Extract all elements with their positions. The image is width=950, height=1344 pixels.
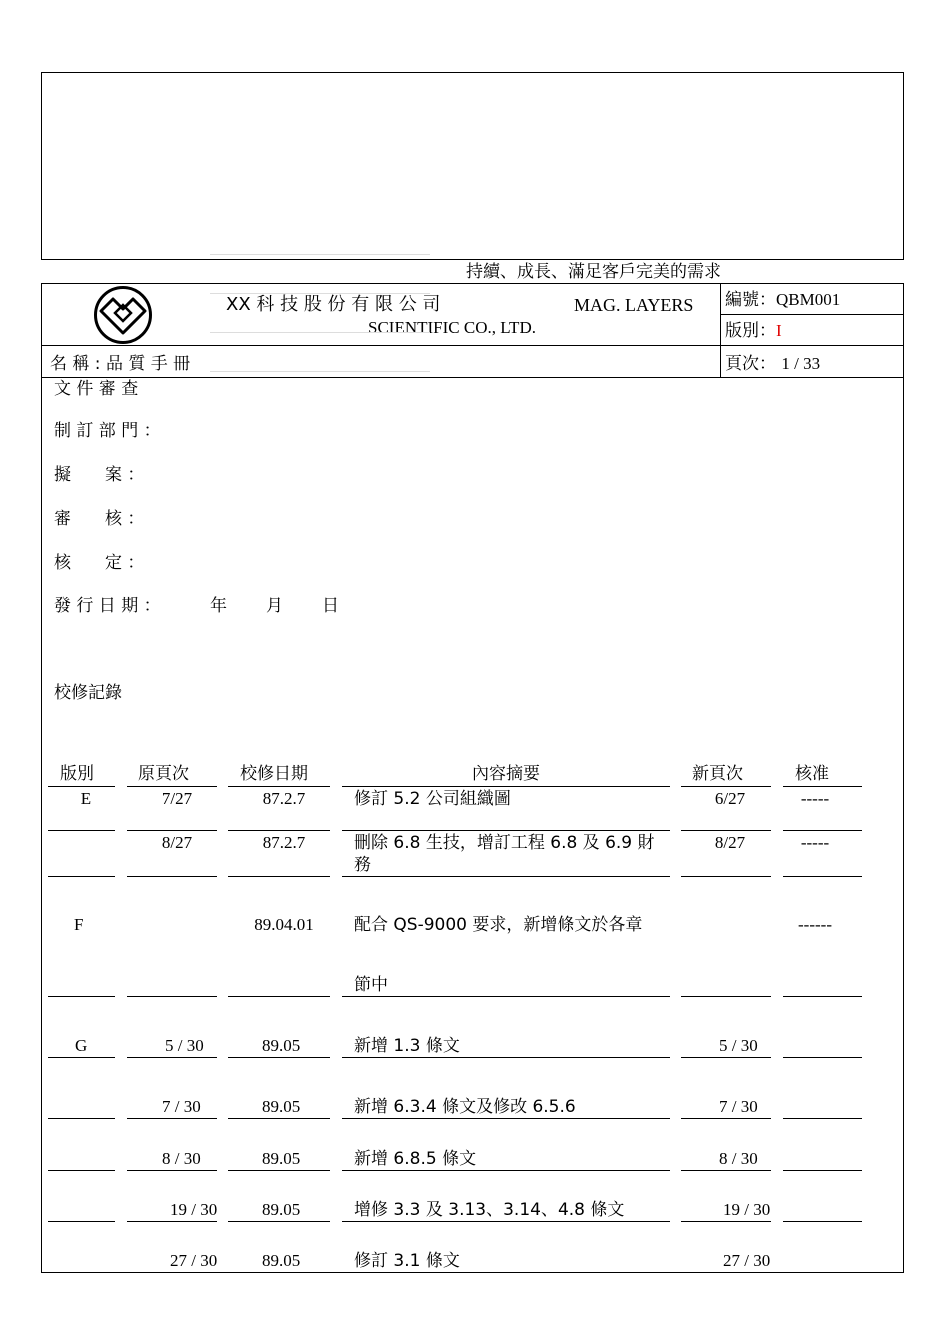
rev-row-underline	[342, 1057, 670, 1058]
rev-row-underline	[681, 1221, 771, 1222]
doc-code-value: QBM001	[776, 290, 841, 309]
rev-row-underline	[342, 876, 670, 877]
rev-cell-content: 修訂 3.1 條文	[354, 1251, 460, 1271]
doc-page-value: 1 / 33	[781, 354, 821, 373]
rev-cell-date: 89.05	[262, 1149, 301, 1168]
rev-row-underline	[228, 996, 330, 997]
review-audit: 審 核 ：	[54, 509, 145, 529]
rev-cell-content: 刪除 6.8 生技，增訂工程 6.8 及 6.9 財	[354, 833, 655, 853]
doc-page	[725, 354, 820, 374]
rev-header-underline	[228, 786, 330, 787]
rev-row-underline	[681, 830, 771, 831]
rev-row-underline	[783, 876, 862, 877]
doc-version-value: I	[776, 321, 782, 340]
name-row-divider	[41, 377, 904, 378]
faint-rule	[210, 293, 430, 294]
rev-row-underline	[228, 830, 330, 831]
rev-row-underline	[342, 830, 670, 831]
rev-cell-approve: -----	[800, 833, 830, 852]
rev-row-underline	[48, 1221, 115, 1222]
header-divider	[41, 345, 904, 346]
rev-row-underline	[783, 1170, 862, 1171]
rev-row-underline	[681, 876, 771, 877]
rev-header-underline	[127, 786, 217, 787]
review-dept: 制 訂 部 門 ：	[54, 421, 161, 441]
rev-row-underline	[228, 1057, 330, 1058]
rev-cell-date: 89.05	[262, 1036, 301, 1055]
review-title: 文 件 審 查	[54, 379, 139, 399]
rev-cell-date: 89.05	[262, 1200, 301, 1219]
rev-row-underline	[681, 1057, 771, 1058]
rev-row-underline	[342, 1221, 670, 1222]
doc-name: 名 稱 : 品 質 手 冊	[50, 354, 191, 374]
rev-row-underline	[48, 1057, 115, 1058]
rev-cell-date: 89.05	[262, 1251, 301, 1270]
rev-header-underline	[681, 786, 771, 787]
rev-cell-content: 新增 6.8.5 條文	[354, 1149, 477, 1169]
rev-row-underline	[783, 830, 862, 831]
rev-cell-ver: G	[75, 1036, 88, 1055]
rev-header-date: 校修日期	[240, 764, 308, 784]
review-issue-date: 發 行 日 期 ：	[54, 596, 161, 616]
rev-row-underline	[342, 996, 670, 997]
rev-cell-ver: E	[80, 789, 92, 808]
rev-cell-orig: 5 / 30	[165, 1036, 204, 1055]
rev-cell-orig: 7/27	[161, 789, 193, 808]
rev-row-underline	[127, 1057, 217, 1058]
rev-row-underline	[342, 1118, 670, 1119]
rev-cell-orig: 7 / 30	[162, 1097, 201, 1116]
rev-header-ver: 版別	[60, 764, 94, 784]
rev-cell-content: 修訂 5.2 公司組織圖	[354, 789, 511, 809]
review-approve: 核 定 ：	[54, 553, 145, 573]
rev-row-underline	[228, 1170, 330, 1171]
rev-cell-new: 19 / 30	[723, 1200, 771, 1219]
rev-row-underline	[681, 1170, 771, 1171]
rev-row-underline	[48, 876, 115, 877]
rev-cell-approve: ------	[798, 915, 832, 934]
rev-row-underline	[681, 996, 771, 997]
rev-header-orig: 原頁次	[138, 764, 189, 784]
rev-cell-new: 6/27	[714, 789, 746, 808]
rev-row-underline	[48, 1170, 115, 1171]
rev-cell-content: 增修 3.3 及 3.13、3.14、4.8 條文	[354, 1200, 625, 1220]
revision-title: 校修記錄	[54, 683, 122, 703]
company-name-en-1: MAG. LAYERS	[574, 295, 694, 315]
rev-header-underline	[342, 786, 670, 787]
rev-cell-content: 新增 1.3 條文	[354, 1036, 460, 1056]
issue-month: 月	[266, 596, 283, 616]
rev-cell-new: 27 / 30	[723, 1251, 771, 1270]
rev-row-underline	[228, 1118, 330, 1119]
rev-row-underline	[783, 996, 862, 997]
rev-row-underline	[783, 1118, 862, 1119]
rev-row-underline	[127, 876, 217, 877]
rev-header-content: 內容摘要	[472, 764, 540, 784]
rev-row-underline	[127, 1118, 217, 1119]
rev-row-underline	[228, 1221, 330, 1222]
rev-header-new: 新頁次	[692, 764, 743, 784]
rev-header-underline	[783, 786, 862, 787]
review-draft: 擬 案 ：	[54, 465, 145, 485]
rev-cell-orig: 8/27	[161, 833, 193, 852]
rev-row-underline	[681, 1118, 771, 1119]
rev-cell-ver: F	[74, 915, 84, 934]
doc-code-label: 編號：	[725, 290, 776, 310]
rev-cell-date: 87.2.7	[262, 833, 306, 852]
right-col-divider	[720, 283, 721, 377]
company-name-en-2: SCIENTIFIC CO., LTD.	[368, 318, 536, 337]
doc-code	[725, 290, 840, 310]
rev-cell-date: 89.04.01	[254, 915, 314, 934]
rev-cell-approve: -----	[800, 789, 830, 808]
rev-cell-orig: 19 / 30	[170, 1200, 218, 1219]
rev-cell-date: 87.2.7	[262, 789, 306, 808]
rev-cell-new: 7 / 30	[719, 1097, 758, 1116]
rev-row-underline	[228, 876, 330, 877]
rev-cell-date: 89.05	[262, 1097, 301, 1116]
rev-row-underline	[127, 996, 217, 997]
rev-row-underline	[48, 1118, 115, 1119]
doc-version	[725, 321, 782, 341]
rev-cell-new: 8/27	[714, 833, 746, 852]
rev-cell-content-cont: 務	[354, 855, 371, 875]
issue-year: 年	[210, 596, 227, 616]
rev-row-underline	[127, 1170, 217, 1171]
slogan: 持續、成長、滿足客戶完美的需求	[466, 262, 721, 282]
rev-row-underline	[127, 830, 217, 831]
header-empty-box	[41, 72, 904, 260]
rev-cell-new: 8 / 30	[719, 1149, 758, 1168]
rev-cell-content: 配合 QS-9000 要求，新增條文於各章	[354, 915, 643, 935]
rev-row-underline	[48, 996, 115, 997]
code-version-divider	[720, 314, 904, 315]
company-name-cn: XX 科 技 股 份 有 限 公 司	[226, 294, 441, 315]
rev-header-underline	[48, 786, 115, 787]
faint-rule	[210, 254, 430, 255]
rev-cell-orig: 27 / 30	[170, 1251, 218, 1270]
faint-rule	[210, 371, 430, 372]
issue-day: 日	[322, 596, 339, 616]
rev-row-underline	[783, 1057, 862, 1058]
rev-cell-content-cont: 節中	[354, 975, 388, 995]
faint-rule	[210, 332, 430, 333]
rev-cell-new: 5 / 30	[719, 1036, 758, 1055]
company-logo-icon	[93, 285, 153, 345]
doc-version-label: 版別：	[725, 321, 776, 341]
rev-row-underline	[48, 830, 115, 831]
rev-header-approve: 核准	[795, 764, 829, 784]
rev-cell-orig: 8 / 30	[162, 1149, 201, 1168]
rev-row-underline	[342, 1170, 670, 1171]
rev-row-underline	[783, 1221, 862, 1222]
rev-cell-content: 新增 6.3.4 條文及修改 6.5.6	[354, 1097, 576, 1117]
rev-row-underline	[127, 1221, 217, 1222]
doc-page-label: 頁次：	[725, 354, 776, 374]
